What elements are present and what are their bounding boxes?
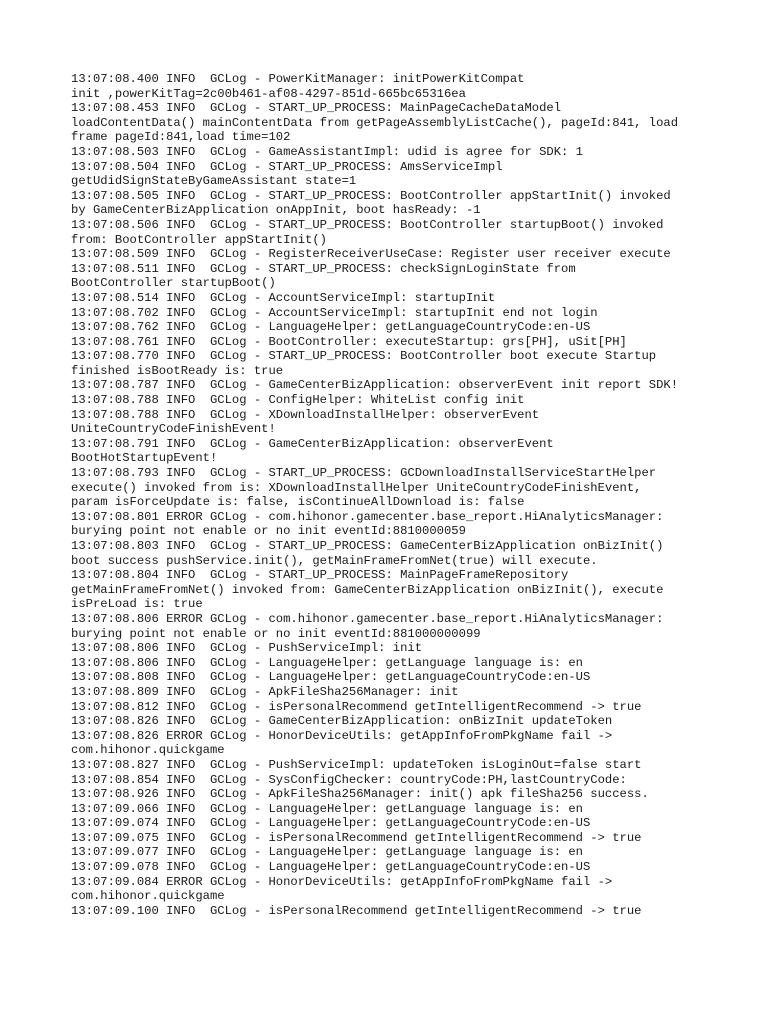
log-line: execute() invoked from is: XDownloadInstallHelper UniteCountryCodeFinishEvent, [71,480,642,495]
log-line: from: BootController appStartInit() [71,232,327,247]
log-line: 13:07:08.812 INFO GCLog - isPersonalRecommend getIntelligentRecommend -> true [71,699,642,714]
log-line: 13:07:08.400 INFO GCLog - PowerKitManager: initPowerKitCompat [71,72,525,86]
log-line: 13:07:08.511 INFO GCLog - START_UP_PROCESS: checkSignLoginState from [71,261,576,276]
log-line: 13:07:08.503 INFO GCLog - GameAssistantImpl: udid is agree for SDK: 1 [71,144,583,159]
log-line: 13:07:08.803 INFO GCLog - START_UP_PROCESS: GameCenterBizApplication onBizInit() [71,539,664,553]
log-line: 13:07:08.762 INFO GCLog - LanguageHelper: getLanguageCountryCode:en-US [71,320,591,335]
log-line: com.hihonor.quickgame [71,743,225,758]
log-line: 13:07:08.826 INFO GCLog - GameCenterBizApplication: onBizInit updateToken [71,714,613,729]
log-line: frame pageId:841,load time=102 [71,130,291,145]
log-line: 13:07:08.453 INFO GCLog - START_UP_PROCESS: MainPageCacheDataModel [71,101,562,116]
log-line: com.hihonor.quickgame [71,889,225,904]
log-line: 13:07:08.787 INFO GCLog - GameCenterBizApplication: observerEvent init report SDK! [71,378,679,393]
log-line: 13:07:08.926 INFO GCLog - ApkFileSha256Manager: init() apk fileSha256 success. [71,787,649,802]
log-line: 13:07:08.801 ERROR GCLog - com.hihonor.gamecenter.base_report.HiAnalyticsManager: [71,509,664,524]
log-line: 13:07:09.075 INFO GCLog - isPersonalRecommend getIntelligentRecommend -> true [71,830,642,845]
log-line: 13:07:08.504 INFO GCLog - START_UP_PROCESS: AmsServiceImpl [71,159,503,174]
log-line: BootController startupBoot() [71,276,276,291]
log-line: 13:07:09.074 INFO GCLog - LanguageHelper: getLanguageCountryCode:en-US [71,816,591,831]
log-line: 13:07:08.793 INFO GCLog - START_UP_PROCESS: GCDownloadInstallServiceStartHelper [71,466,657,481]
log-line: 13:07:08.505 INFO GCLog - START_UP_PROCESS: BootController appStartInit() invoked [71,188,671,203]
log-line: 13:07:08.770 INFO GCLog - START_UP_PROCESS: BootController boot execute Startup [71,349,657,364]
log-line: 13:07:08.702 INFO GCLog - AccountServiceImpl: startupInit end not login [71,305,598,320]
log-line: getUdidSignStateByGameAssistant state=1 [71,174,357,189]
log-line: 13:07:08.826 ERROR GCLog - HonorDeviceUtils: getAppInfoFromPkgName fail -> [71,728,613,743]
log-line: 13:07:08.788 INFO GCLog - XDownloadInstallHelper: observerEvent [71,407,540,422]
log-line: 13:07:09.066 INFO GCLog - LanguageHelper: getLanguage language is: en [71,801,583,816]
log-line: init ,powerKitTag=2c00b461-af08-4297-851d-665bc65316ea [71,86,466,101]
log-line: 13:07:09.084 ERROR GCLog - HonorDeviceUtils: getAppInfoFromPkgName fail -> [71,874,613,889]
log-text-block [71,72,711,918]
log-line: param isForceUpdate is: false, isContinueAllDownload is: false [71,495,525,510]
log-line: loadContentData() mainContentData from getPageAssemblyListCache(), pageId:841, load [71,115,679,130]
log-line: 13:07:09.100 INFO GCLog - isPersonalRecommend getIntelligentRecommend -> true [71,903,642,918]
log-line: getMainFrameFromNet() invoked from: GameCenterBizApplication onBizInit(), execute [71,582,664,597]
log-line: 13:07:08.761 INFO GCLog - BootController: executeStartup: grs[PH], uSit[PH] [71,334,627,349]
log-line: 13:07:08.509 INFO GCLog - RegisterReceiverUseCase: Register user receiver execute [71,247,671,262]
log-line: finished isBootReady is: true [71,363,284,378]
log-line: 13:07:08.506 INFO GCLog - START_UP_PROCESS: BootController startupBoot() invoked [71,217,664,232]
log-line: 13:07:08.806 ERROR GCLog - com.hihonor.gamecenter.base_report.HiAnalyticsManager: [71,611,664,626]
log-line: isPreLoad is: true [71,597,203,612]
log-line: burying point not enable or no init eventId:881000000099 [71,626,481,641]
log-line: 13:07:09.078 INFO GCLog - LanguageHelper: getLanguageCountryCode:en-US [71,860,591,875]
log-line: 13:07:08.806 INFO GCLog - PushServiceImpl: init [71,641,423,656]
log-line: 13:07:08.791 INFO GCLog - GameCenterBizApplication: observerEvent [71,436,554,451]
log-line: UniteCountryCodeFinishEvent! [71,422,276,437]
log-line: burying point not enable or no init eventId:8810000059 [71,524,466,539]
log-line: 13:07:08.804 INFO GCLog - START_UP_PROCESS: MainPageFrameRepository [71,568,569,583]
log-line: 13:07:09.077 INFO GCLog - LanguageHelper: getLanguage language is: en [71,845,583,860]
log-line: 13:07:08.808 INFO GCLog - LanguageHelper: getLanguageCountryCode:en-US [71,670,591,685]
log-line: 13:07:08.827 INFO GCLog - PushServiceImpl: updateToken isLoginOut=false start [71,757,642,772]
log-line: 13:07:08.809 INFO GCLog - ApkFileSha256Manager: init [71,684,459,699]
log-line: by GameCenterBizApplication onAppInit, boot hasReady: -1 [71,203,481,218]
log-line: 13:07:08.788 INFO GCLog - ConfigHelper: WhiteList config init [71,393,525,408]
log-line: 13:07:08.854 INFO GCLog - SysConfigChecker: countryCode:PH,lastCountryCode: [71,772,627,787]
log-line: boot success pushService.init(), getMainFrameFromNet(true) will execute. [71,553,598,568]
log-line: 13:07:08.514 INFO GCLog - AccountServiceImpl: startupInit [71,290,496,305]
log-line: 13:07:08.806 INFO GCLog - LanguageHelper: getLanguage language is: en [71,655,583,670]
log-line: BootHotStartupEvent! [71,451,218,466]
